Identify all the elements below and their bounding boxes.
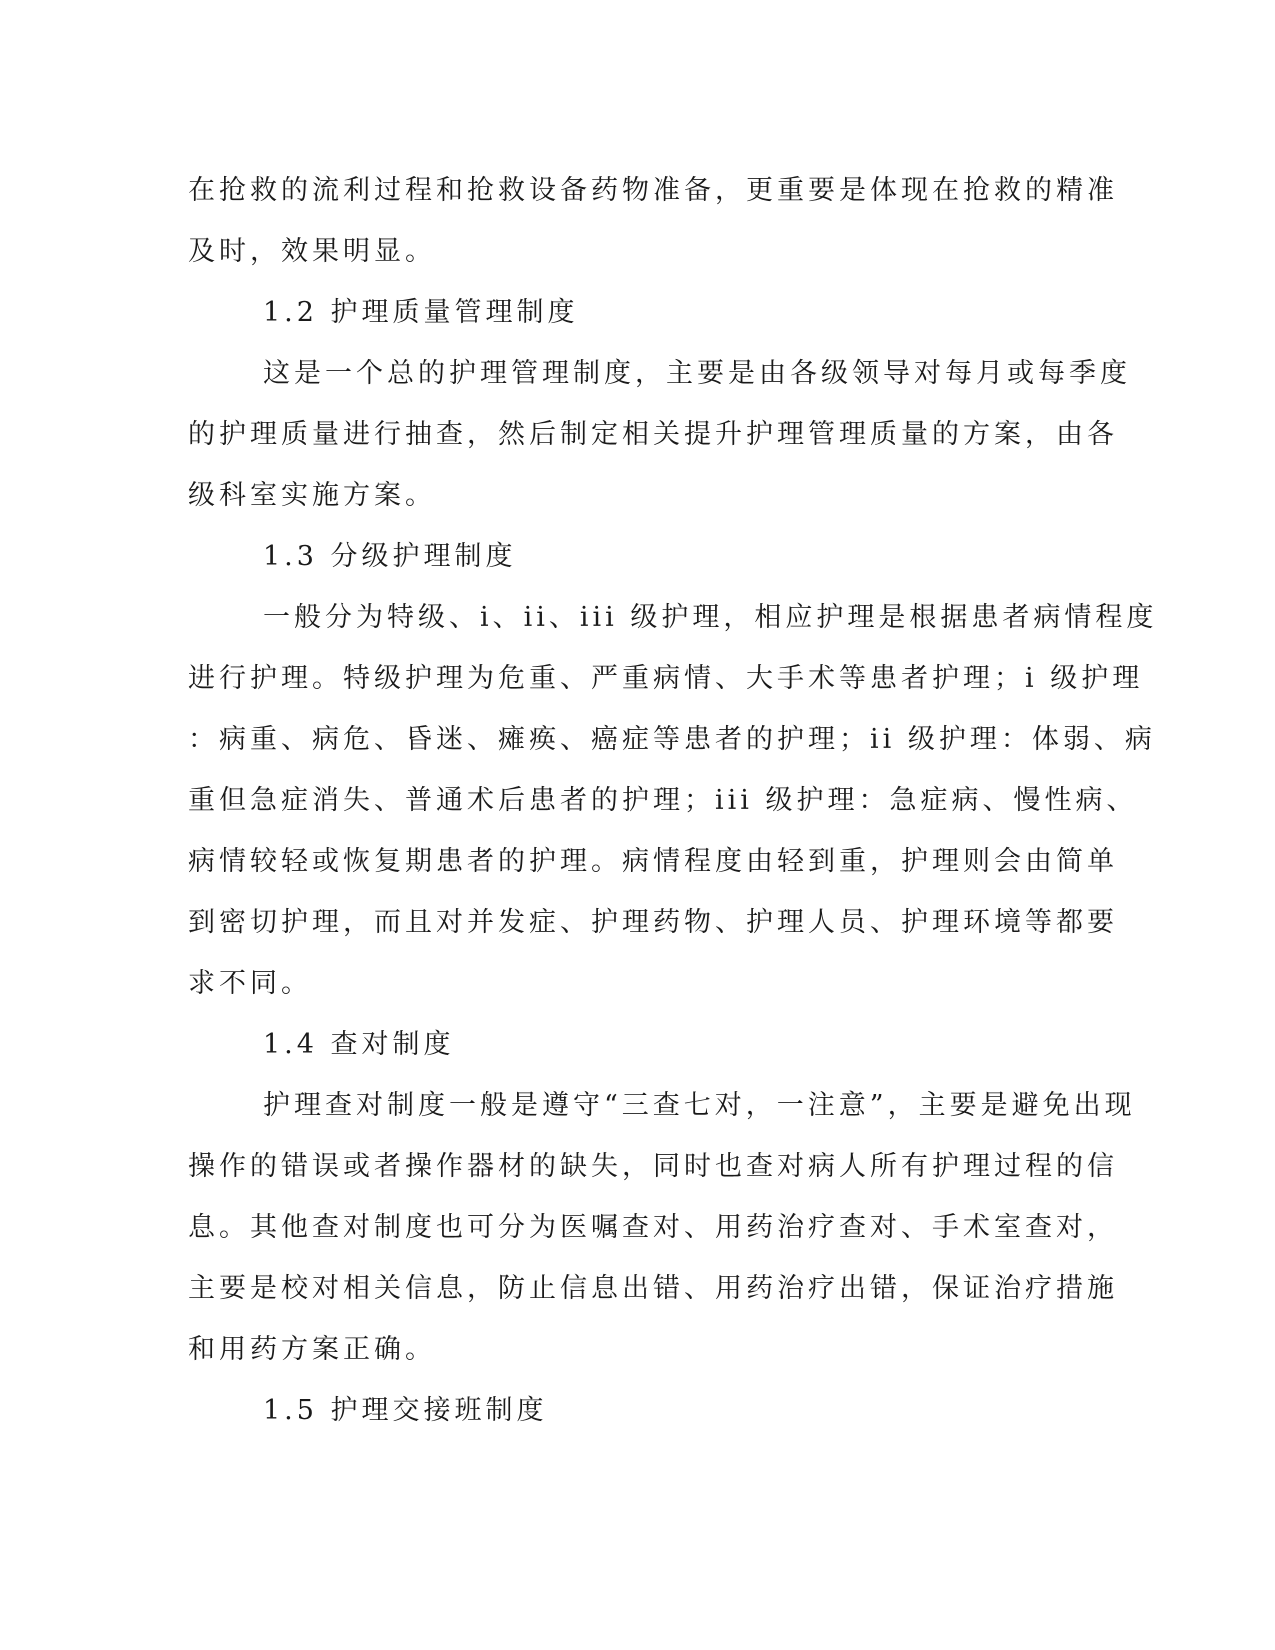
section-heading: 1.2 护理质量管理制度 [263, 297, 579, 328]
section-heading: 1.5 护理交接班制度 [263, 1395, 548, 1426]
body-text [188, 160, 1158, 1441]
text-line: ：病重、病危、昏迷、瘫痪、癌症等患者的护理；ii 级护理：体弱、病 [188, 724, 1156, 755]
paragraph-first-line: 一般分为特级、i、ii、iii 级护理，相应护理是根据患者病情程度 [263, 602, 1158, 633]
section-heading: 1.4 查对制度 [263, 1029, 455, 1060]
text-line: 级科室实施方案。 [188, 480, 436, 511]
text-line: 进行护理。特级护理为危重、严重病情、大手术等患者护理；i 级护理 [188, 663, 1144, 694]
text-line: 和用药方案正确。 [188, 1334, 436, 1365]
text-line: 求不同。 [188, 968, 312, 999]
paragraph-first-line: 这是一个总的护理管理制度，主要是由各级领导对每月或每季度 [263, 358, 1131, 389]
text-line: 主要是校对相关信息，防止信息出错、用药治疗出错，保证治疗措施 [188, 1273, 1118, 1304]
paragraph-first-line: 护理查对制度一般是遵守“三查七对，一注意”，主要是避免出现 [263, 1090, 1136, 1121]
section-heading: 1.3 分级护理制度 [263, 541, 517, 572]
text-line: 到密切护理，而且对并发症、护理药物、护理人员、护理环境等都要 [188, 907, 1118, 938]
text-line: 及时，效果明显。 [188, 236, 436, 267]
text-line: 息。其他查对制度也可分为医嘱查对、用药治疗查对、手术室查对， [188, 1212, 1118, 1243]
text-line: 病情较轻或恢复期患者的护理。病情程度由轻到重，护理则会由简单 [188, 846, 1118, 877]
text-line: 操作的错误或者操作器材的缺失，同时也查对病人所有护理过程的信 [188, 1151, 1118, 1182]
text-line: 的护理质量进行抽查，然后制定相关提升护理管理质量的方案，由各 [188, 419, 1118, 450]
text-line: 在抢救的流利过程和抢救设备药物准备，更重要是体现在抢救的精准 [188, 175, 1118, 206]
text-line: 重但急症消失、普通术后患者的护理；iii 级护理：急症病、慢性病、 [188, 785, 1138, 816]
